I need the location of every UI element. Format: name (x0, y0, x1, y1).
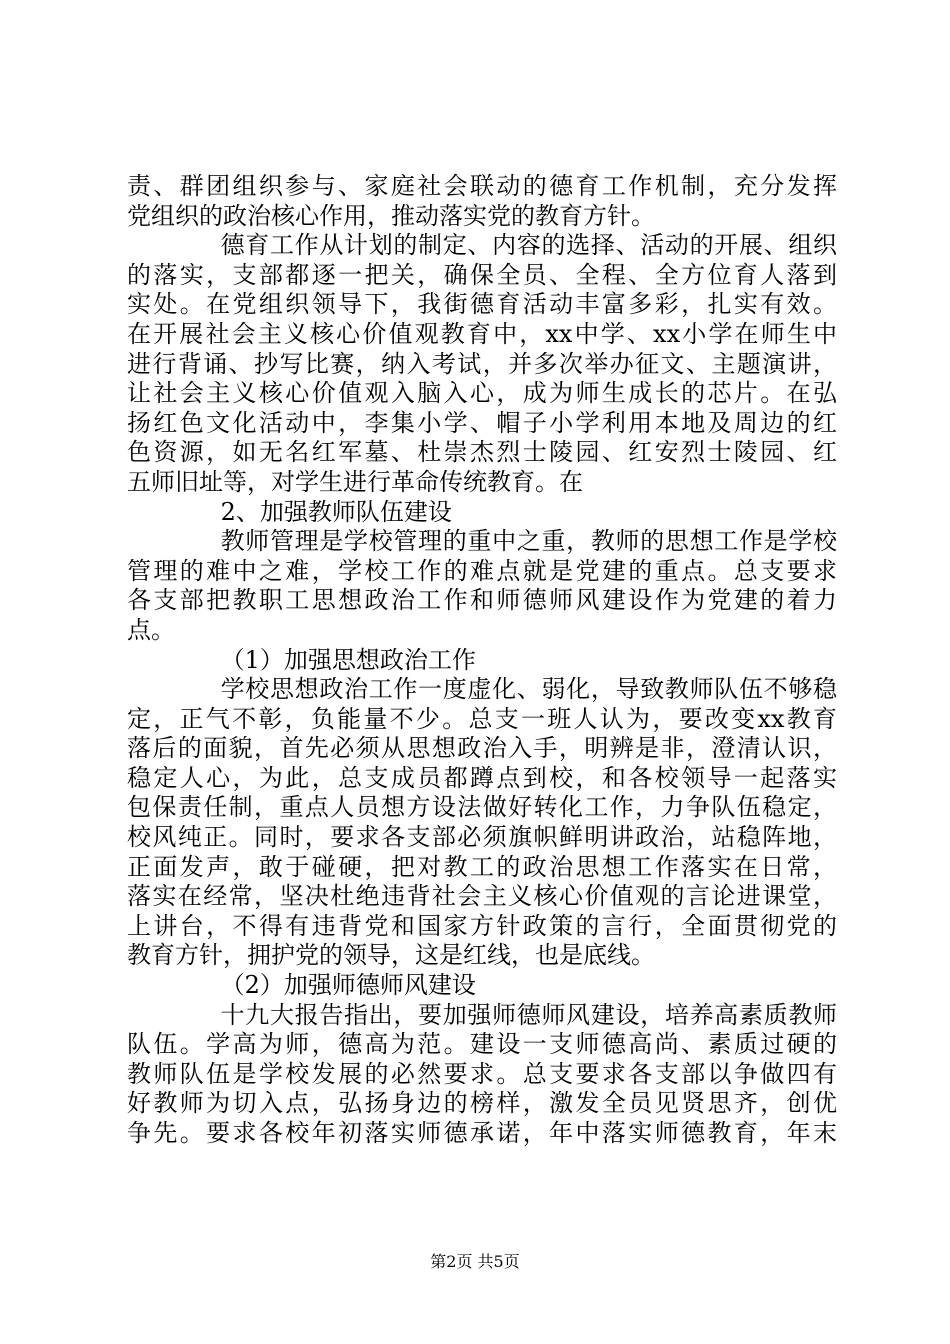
text-line: 扬红色文化活动中，李集小学、帽子小学利用本地及周边的红 (127, 408, 837, 437)
text-line: 十九大报告指出，要加强师德师风建设，培养高素质教师 (220, 1000, 837, 1029)
text-line: 2、加强教师队伍建设 (220, 497, 452, 526)
text-line: 争先。要求各校年初落实师德承诺，年中落实师德教育，年末 (127, 1119, 837, 1147)
text-line: 进行背诵、抄写比赛，纳入考试，并多次举办征文、主题演讲， (127, 349, 837, 378)
text-line: 在开展社会主义核心价值观教育中，xx中学、xx小学在师生中 (127, 319, 837, 348)
page-footer: 第2页 共5页 (430, 1252, 520, 1271)
text-line: 好教师为切入点，弘扬身边的榜样，激发全员见贤思齐，创优 (127, 1089, 837, 1118)
text-line: （1）加强思想政治工作 (220, 645, 476, 674)
document-body (127, 172, 837, 1149)
text-line: （2）加强师德师风建设 (220, 971, 476, 1000)
text-line: 各支部把教职工思想政治工作和师德师风建设作为党建的着力 (127, 586, 837, 615)
text-line: 正面发声，敢于碰硬，把对教工的政治思想工作落实在日常， (127, 852, 837, 881)
text-line: 教师队伍是学校发展的必然要求。总支要求各支部以争做四有 (127, 1059, 837, 1088)
text-line: 的落实，支部都逐一把关，确保全员、全程、全方位育人落到 (127, 260, 837, 289)
text-line: 稳定人心，为此，总支成员都蹲点到校，和各校领导一起落实 (127, 763, 837, 792)
text-line: 落实在经常，坚决杜绝违背社会主义核心价值观的言论进课堂， (127, 882, 837, 911)
text-line: 队伍。学高为师，德高为范。建设一支师德高尚、素质过硬的 (127, 1030, 837, 1059)
text-line: 校风纯正。同时，要求各支部必须旗帜鲜明讲政治，站稳阵地， (127, 823, 837, 852)
text-line: 学校思想政治工作一度虚化、弱化，导致教师队伍不够稳 (220, 675, 837, 704)
text-line: 落后的面貌，首先必须从思想政治入手，明辨是非，澄清认识， (127, 734, 837, 763)
text-line: 教师管理是学校管理的重中之重，教师的思想工作是学校 (220, 527, 837, 556)
text-line: 色资源，如无名红军墓、杜崇杰烈士陵园、红安烈士陵园、红 (127, 438, 837, 467)
text-line: 教育方针，拥护党的领导，这是红线，也是底线。 (127, 941, 655, 970)
text-line: 实处。在党组织领导下，我街德育活动丰富多彩，扎实有效。 (127, 290, 837, 319)
text-line: 点。 (127, 615, 175, 644)
text-line: 让社会主义核心价值观入脑入心，成为师生成长的芯片。在弘 (127, 379, 837, 408)
text-line: 责、群团组织参与、家庭社会联动的德育工作机制，充分发挥 (127, 172, 837, 200)
text-line: 包保责任制，重点人员想方设法做好转化工作，力争队伍稳定， (127, 793, 837, 822)
text-line: 上讲台，不得有违背党和国家方针政策的言行，全面贯彻党的 (127, 911, 837, 940)
text-line: 五师旧址等，对学生进行革命传统教育。在 (127, 467, 583, 496)
text-line: 德育工作从计划的制定、内容的选择、活动的开展、组织 (220, 231, 837, 260)
text-line: 党组织的政治核心作用，推动落实党的教育方针。 (127, 201, 655, 230)
text-line: 管理的难中之难，学校工作的难点就是党建的重点。总支要求 (127, 556, 837, 585)
text-line: 定，正气不彰，负能量不少。总支一班人认为，要改变xx教育 (127, 704, 837, 733)
